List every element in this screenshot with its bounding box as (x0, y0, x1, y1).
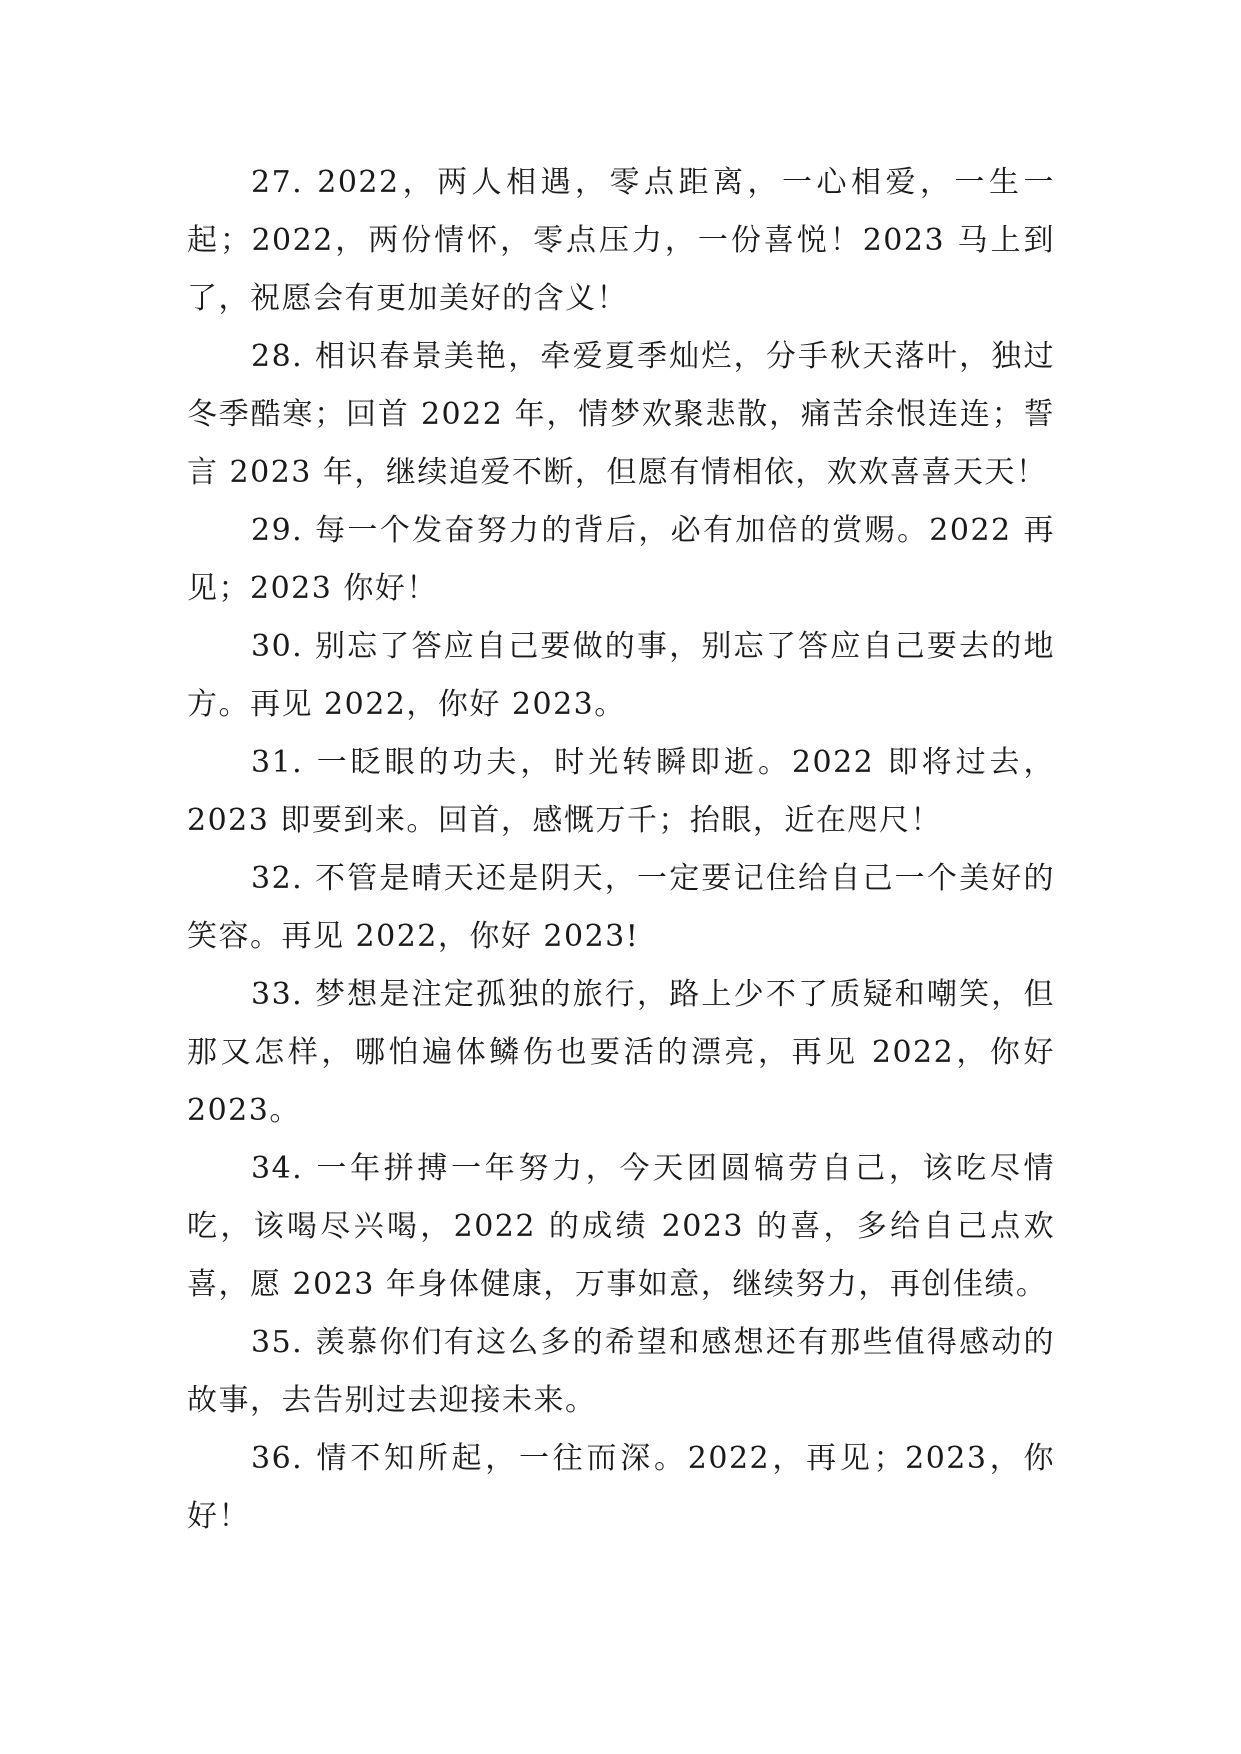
paragraph-36: 36. 情不知所起，一往而深。2022，再见；2023，你好！ (187, 1441, 1055, 1534)
paragraph-28: 28. 相识春景美艳，牵爱夏季灿烂，分手秋天落叶，独过冬季酷寒；回首 2022 年，情梦欢聚悲散，痛苦余恨连连；誓言 2023 年，继续追爱不断，但愿有情相依，欢欢喜喜天天！ (187, 339, 1055, 490)
paragraph-27: 27. 2022，两人相遇，零点距离，一心相爱，一生一起；2022，两份情怀，零点压力，一份喜悦！2023 马上到了，祝愿会有更加美好的含义！ (187, 165, 1055, 316)
document-page (187, 154, 1055, 1546)
paragraph-30: 30. 别忘了答应自己要做的事，别忘了答应自己要去的地方。再见 2022，你好 2023。 (187, 629, 1055, 722)
paragraph-34: 34. 一年拼搏一年努力，今天团圆犒劳自己，该吃尽情吃，该喝尽兴喝，2022 的成绩 2023 的喜，多给自己点欢喜，愿 2023 年身体健康，万事如意，继续努力，再创佳绩。 (187, 1151, 1055, 1302)
paragraph-29: 29. 每一个发奋努力的背后，必有加倍的赏赐。2022 再见；2023 你好！ (187, 513, 1055, 606)
paragraph-35: 35. 羡慕你们有这么多的希望和感想还有那些值得感动的故事，去告别过去迎接未来。 (187, 1325, 1055, 1418)
paragraph-32: 32. 不管是晴天还是阴天，一定要记住给自己一个美好的笑容。再见 2022，你好 2023! (187, 861, 1055, 954)
paragraph-33: 33. 梦想是注定孤独的旅行，路上少不了质疑和嘲笑，但那又怎样，哪怕遍体鳞伤也要活的漂亮，再见 2022，你好 2023。 (187, 977, 1055, 1128)
paragraph-31: 31. 一眨眼的功夫，时光转瞬即逝。2022 即将过去，2023 即要到来。回首，感慨万千；抬眼，近在咫尺！ (187, 745, 1055, 838)
